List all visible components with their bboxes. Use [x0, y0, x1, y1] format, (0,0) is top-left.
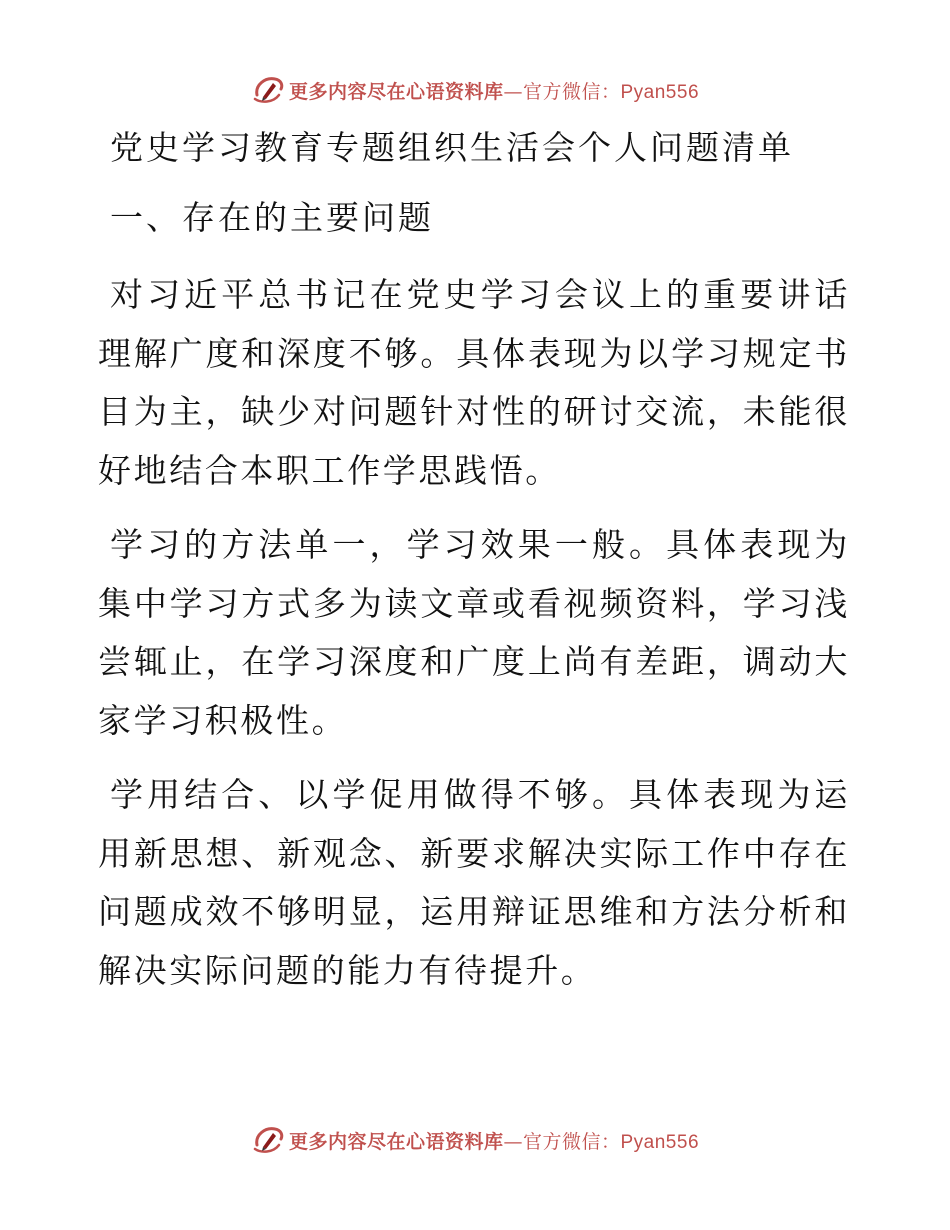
- watermark-text: [289, 1127, 699, 1154]
- footer-watermark: [0, 1120, 950, 1160]
- watermark-dash: —: [503, 80, 523, 103]
- watermark-site-name: 更多内容尽在心语资料库: [288, 1130, 504, 1153]
- section-heading: 一、存在的主要问题: [110, 198, 434, 237]
- watermark-dash: —: [503, 1130, 523, 1153]
- paragraph-3: 学用结合、以学促用做得不够。具体表现为运用新思想、新观念、新要求解决实际工作中存在问题成效不够明显，运用辩证思维和方法分析和解决实际问题的能力有待提升。: [98, 775, 850, 990]
- watermark-text: [289, 77, 699, 104]
- document-title: 党史学习教育专题组织生活会个人问题清单: [110, 128, 794, 167]
- paragraph-2: 学习的方法单一，学习效果一般。具体表现为集中学习方式多为读文章或看视频资料，学习浅尝辄止，在学习深度和广度上尚有差距，调动大家学习积极性。: [98, 525, 850, 740]
- watermark-official-label: 官方微信：: [522, 80, 621, 103]
- document-body: [98, 122, 850, 1016]
- header-watermark: [0, 70, 950, 110]
- watermark-official-label: 官方微信：: [522, 1130, 621, 1153]
- pen-swoosh-logo-icon: [251, 73, 285, 107]
- watermark-wechat-id: Pyan556: [620, 1131, 700, 1153]
- pen-swoosh-logo-icon: [251, 1123, 285, 1157]
- watermark-wechat-id: Pyan556: [620, 81, 700, 103]
- paragraph-1: 对习近平总书记在党史学习会议上的重要讲话理解广度和深度不够。具体表现为以学习规定书目为主，缺少对问题针对性的研讨交流，未能很好地结合本职工作学思践悟。: [98, 275, 850, 490]
- watermark-site-name: 更多内容尽在心语资料库: [288, 80, 504, 103]
